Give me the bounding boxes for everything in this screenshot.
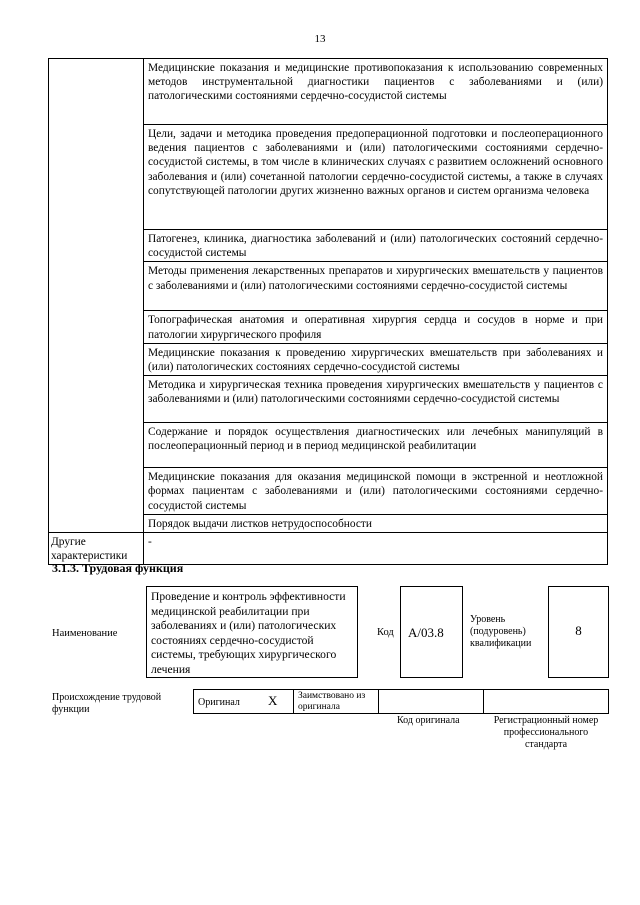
knowledge-label-cell <box>49 59 144 533</box>
knowledge-row: Медицинские показания для оказания медицинской помощи в экстренной и неотложной формах пациентам с заболеваниями и (или) патологическими состояниями сердечно-сосудистой системы <box>144 468 608 515</box>
name-label: Наименование <box>52 628 118 639</box>
requirements-table <box>48 58 608 565</box>
knowledge-row: Цели, задачи и методика проведения предоперационной подготовки и послеоперационного ведения пациентов с заболеваниями и (или) патологическими состояниями сердечно-сосудистой системы, в том числе в клинических случаях с развитием осложнений основного заболевания и (или) сочетанной патологии сердечно-сосудистой системы, а также в случаях сопутствующей патологии других жизненно важных органов и систем организма человека <box>144 125 608 230</box>
origin-label: Происхождение трудовой функции <box>52 692 162 715</box>
knowledge-row: Медицинские показания к проведению хирургических вмешательств при заболеваниях и (или) патологических состояниях сердечно-сосудистой системы <box>144 343 608 375</box>
borrowed-cell <box>293 689 379 714</box>
knowledge-row: Медицинские показания и медицинские противопоказания к использованию современных методов инструментальной диагностики пациентов с заболеваниями и (или) патологическими состояниями сердечно-сосудистой системы <box>144 59 608 125</box>
knowledge-row: Патогенез, клиника, диагностика заболеваний и (или) патологических состояний сердечно-сосудистой системы <box>144 230 608 262</box>
level-value-box: 8 <box>548 586 609 678</box>
section-title: 3.1.3. Трудовая функция <box>52 561 184 575</box>
code-value-box: А/03.8 <box>400 586 463 678</box>
knowledge-row: Методы применения лекарственных препаратов и хирургических вмешательств у пациентов с заболеваниями и (или) патологическими состояниями сердечно-сосудистой системы <box>144 262 608 311</box>
reg-number-caption: Регистрационный номер профессионального стандарта <box>493 715 599 750</box>
code-original-cell <box>378 689 484 714</box>
level-label: Уровень (подуровень) квалификации <box>470 614 532 649</box>
knowledge-row: Порядок выдачи листков нетрудоспособности <box>144 514 608 532</box>
reg-number-cell <box>483 689 609 714</box>
code-label: Код <box>377 627 394 638</box>
original-label: Оригинал <box>198 697 240 708</box>
page-number: 13 <box>314 33 326 45</box>
knowledge-row: Содержание и порядок осуществления диагностических или лечебных манипуляций в послеоперационный период и в период медицинской реабилитации <box>144 423 608 468</box>
knowledge-row: Топографическая анатомия и оперативная хирургия сердца и сосудов в норме и при патологии хирургического профиля <box>144 311 608 343</box>
original-mark: X <box>268 693 278 708</box>
function-name-box: Проведение и контроль эффективности медицинской реабилитации при заболеваниях и (или) патологических состояниях сердечно-сосудистой системы, требующих хирургического лечения <box>146 586 358 678</box>
other-characteristics-value: - <box>144 533 608 565</box>
code-original-caption: Код оригинала <box>397 715 460 726</box>
borrowed-label: Заимствовано из оригинала <box>298 691 366 712</box>
other-characteristics-label: Другие характеристики <box>49 533 144 565</box>
original-cell <box>193 689 294 714</box>
knowledge-row: Методика и хирургическая техника проведения хирургических вмешательств у пациентов с заболеваниями и (или) патологическими состояниями сердечно-сосудистой системы <box>144 376 608 423</box>
